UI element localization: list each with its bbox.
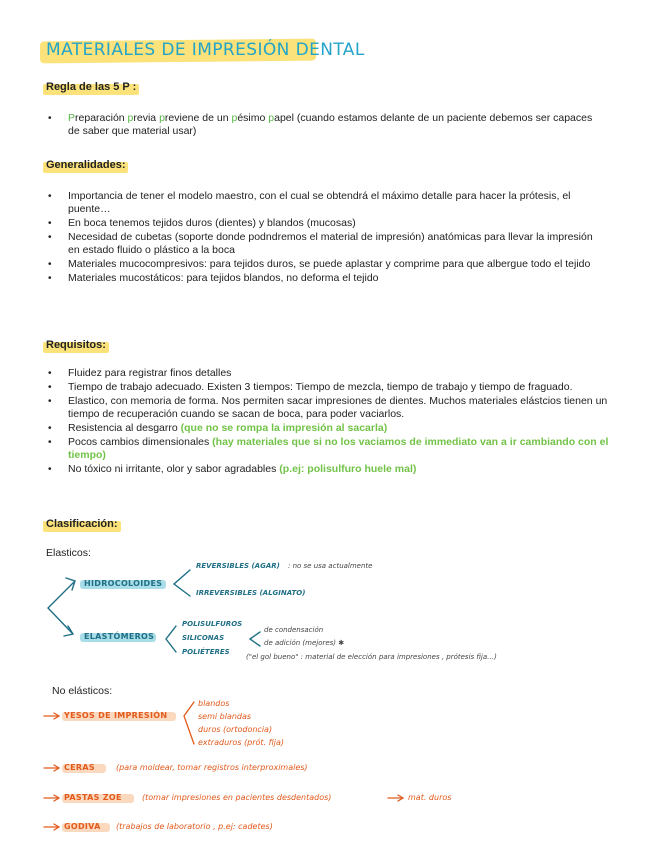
list-item: • En boca tenemos tejidos duros (dientes) y blandos (mucosas) bbox=[46, 217, 606, 230]
list-item: • Pocos cambios dimensionales (hay materiales que si no los vaciamos de immediato van a ir cambiando con el tiempo) bbox=[46, 436, 616, 462]
ceras-label: CERAS bbox=[64, 763, 95, 772]
hidrocoloides-label: HIDROCOLOIDES bbox=[84, 579, 163, 588]
yesos-sub-blandos: blandos bbox=[198, 699, 230, 708]
heading-clasificacion: Clasificación: bbox=[46, 518, 118, 530]
pastas-note: (tomar impresiones en pacientes desdentados) bbox=[142, 793, 332, 802]
no-elasticos-label: No elásticos: bbox=[52, 685, 113, 697]
asterisk-icon: ✱ bbox=[338, 639, 345, 647]
list-item: • Resistencia al desgarro (que no se rompa la impresión al sacarla) bbox=[46, 422, 616, 435]
list-item: • Necesidad de cubetas (soporte donde podndremos el material de impresión) anatómicas para llevar la impresión en estado fluido o plástico a la boca bbox=[46, 231, 606, 257]
yesos-sub-semi: semi blandas bbox=[198, 712, 252, 721]
reversibles-label: REVERSIBLES (AGAR) bbox=[196, 562, 280, 570]
siliconas-condensacion: de condensación bbox=[264, 626, 324, 634]
siliconas-adicion: de adición (mejores) ✱ bbox=[264, 639, 345, 647]
godiva-label: GODIVA bbox=[64, 822, 101, 831]
ceras-note: (para moldear, tomar registros interproximales) bbox=[116, 763, 308, 772]
polieteres-label: POLIÉTERES bbox=[182, 648, 230, 656]
irreversibles-label: IRREVERSIBLES (ALGINATO) bbox=[196, 589, 306, 597]
godiva-note: (trabajos de laboratorio , p.ej: cadetes) bbox=[116, 822, 273, 831]
page-title: MATERIALES DE IMPRESIÓN DENTAL bbox=[46, 40, 365, 60]
list-item: • Fluidez para registrar finos detalles bbox=[46, 367, 616, 380]
polisulfuros-label: POLISULFUROS bbox=[182, 620, 243, 628]
yesos-sub-duros: duros (ortodoncia) bbox=[198, 725, 273, 734]
siliconas-label: SILICONAS bbox=[182, 634, 225, 642]
pastas-label: PASTAS ZOE bbox=[64, 793, 122, 802]
list-item: • Materiales mucostáticos: para tejidos blandos, no deforma el tejido bbox=[46, 272, 606, 285]
list-item: • Materiales mucocompresivos: para tejidos duros, se puede aplastar y comprime para que albergue todo el tejido bbox=[46, 258, 606, 271]
elastomeros-label: ELASTÓMEROS bbox=[84, 632, 155, 641]
polieteres-note: ("el gol bueno" : material de elección para impresiones , prótesis fija…) bbox=[246, 653, 497, 661]
heading-requisitos: Requisitos: bbox=[46, 339, 106, 351]
pastas-extra: mat. duros bbox=[408, 793, 452, 802]
list-item: • Elastico, con memoria de forma. Nos permiten sacar impresiones de dientes. Muchos materiales elástcios tienen un tiempo de recuperación cuando se sacan de boca, para poder vaciarlos. bbox=[46, 395, 616, 421]
yesos-label: YESOS DE IMPRESIÓN bbox=[64, 711, 168, 720]
list-item: • Tiempo de trabajo adecuado. Existen 3 tiempos: Tiempo de mezcla, tiempo de trabajo y tiempo de fraguado. bbox=[46, 381, 616, 394]
list-item: • Importancia de tener el modelo maestro, con el cual se obtendrá el máximo detalle para hacer la prótesis, el puente… bbox=[46, 190, 606, 216]
reversibles-note: : no se usa actualmente bbox=[288, 562, 373, 570]
yesos-sub-extraduros: extraduros (prót. fija) bbox=[198, 738, 285, 747]
heading-regla: Regla de las 5 P : bbox=[46, 81, 136, 93]
list-item: • Preparación previa previene de un pésimo papel (cuando estamos delante de un paciente debemos ser capaces de saber que material usar) bbox=[46, 112, 606, 138]
list-item: • No tóxico ni irritante, olor y sabor agradables (p.ej: polisulfuro huele mal) bbox=[46, 463, 616, 476]
heading-generalidades: Generalidades: bbox=[46, 159, 125, 171]
elasticos-label: Elasticos: bbox=[46, 547, 91, 559]
